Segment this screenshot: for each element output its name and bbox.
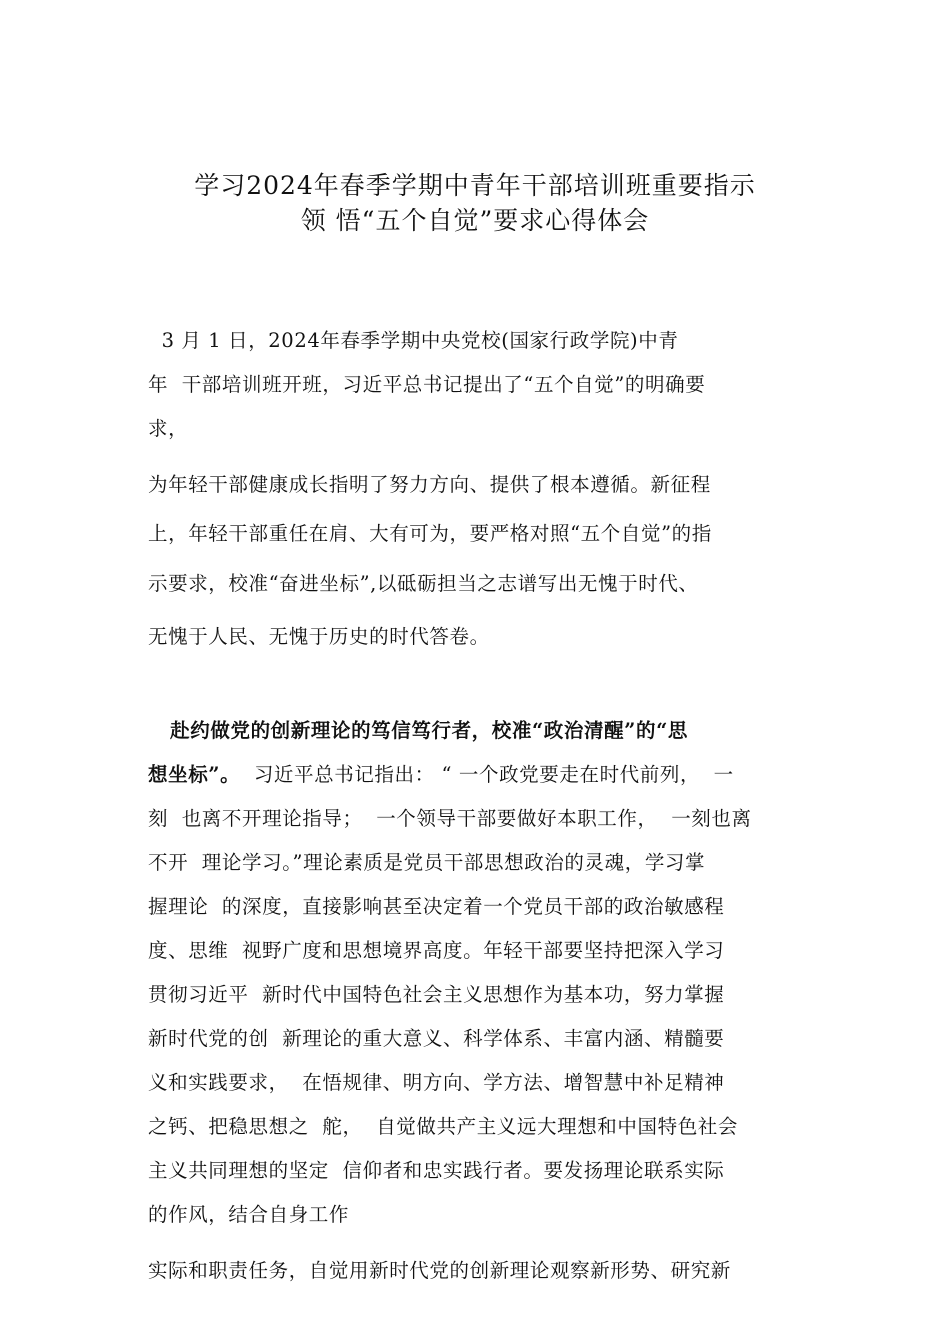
section-1-body-line-7: 义和实践要求， 在悟规律、明方向、学方法、增智慧中补足精神 bbox=[148, 1071, 725, 1094]
section-1-line-2 bbox=[148, 759, 734, 787]
paragraph-2-line-1: 为年轻干部健康成长指明了努力方向、提供了根本遵循。新征程 bbox=[148, 473, 711, 496]
section-1-body-line-8: 之钙、把稳思想之 舵， 自觉做共产主义远大理想和中国特色社会 bbox=[148, 1115, 738, 1138]
paragraph-1-line-2: 年 干部培训班开班，习近平总书记提出了“五个自觉”的明确要 bbox=[148, 373, 706, 396]
paragraph-1-line-3: 求， bbox=[148, 417, 189, 440]
section-1-heading-end: 想坐标”。 bbox=[148, 763, 241, 786]
section-1-body-line-1: 刻 也离不开理论指导； 一个领导干部要做好本职工作， 一刻也离 bbox=[148, 807, 752, 830]
section-1-body-line-9: 主义共同理想的坚定 信仰者和忠实践行者。要发扬理论联系实际 bbox=[148, 1159, 725, 1182]
section-1-body-line-5: 贯彻习近平 新时代中国特色社会主义思想作为基本功，努力掌握 bbox=[148, 983, 725, 1006]
document-title-line-2: 领 悟“五个自觉”要求心得体会 bbox=[300, 206, 650, 235]
section-1-body-line-10: 的作风，结合自身工作 bbox=[148, 1203, 350, 1226]
section-1-body-line-6: 新时代党的创 新理论的重大意义、科学体系、丰富内涵、精髓要 bbox=[148, 1027, 725, 1050]
section-1-body-line-4: 度、思维 视野广度和思想境界高度。年轻干部要坚持把深入学习 bbox=[148, 939, 725, 962]
document-title-line-1: 学习2024年春季学期中青年干部培训班重要指示 bbox=[194, 171, 756, 200]
paragraph-2-line-3: 示要求，校准“奋进坐标”,以砥砺担当之志谱写出无愧于时代、 bbox=[148, 572, 699, 595]
paragraph-1-line-1: 3 月 1 日，2024年春季学期中央党校(国家行政学院)中青 bbox=[148, 329, 679, 352]
section-1-line-2-rest: 习近平总书记指出： “ 一个政党要走在时代前列， 一 bbox=[240, 763, 734, 786]
section-1-body-line-2: 不开 理论学习。”理论素质是党员干部思想政治的灵魂，学习掌 bbox=[148, 851, 706, 874]
section-1-heading-line-1: 赴约做党的创新理论的笃信笃行者，校准“政治清醒”的“思 bbox=[148, 719, 689, 742]
paragraph-last-line-1: 实际和职责任务，自觉用新时代党的创新理论观察新形势、研究新 bbox=[148, 1259, 731, 1282]
paragraph-2-line-4: 无愧于人民、无愧于历史的时代答卷。 bbox=[148, 625, 490, 648]
section-1-body-line-3: 握理论 的深度，直接影响甚至决定着一个党员干部的政治敏感程 bbox=[148, 895, 725, 918]
paragraph-2-line-2: 上，年轻干部重任在肩、大有可为，要严格对照“五个自觉”的指 bbox=[148, 522, 712, 545]
